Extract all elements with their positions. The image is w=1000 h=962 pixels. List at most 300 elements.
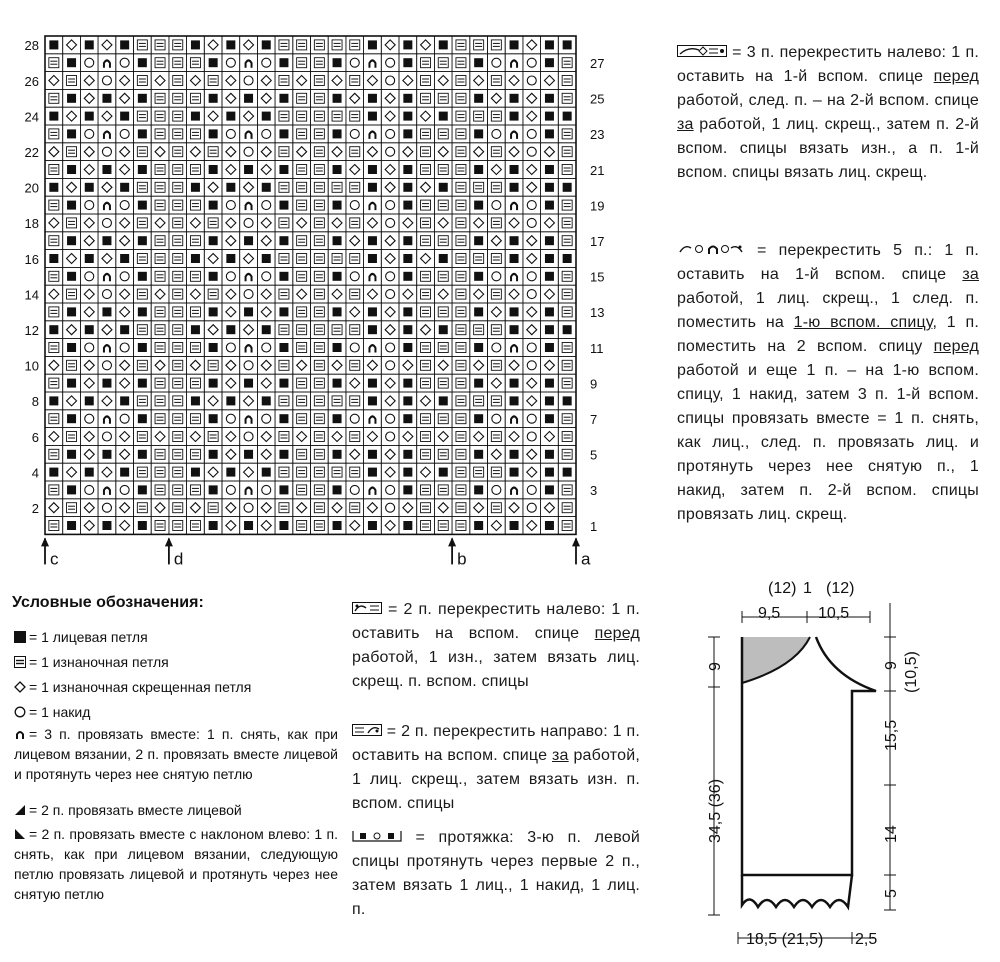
chart-symbol (120, 129, 129, 138)
chart-symbol (456, 503, 466, 513)
chart-symbol (527, 272, 536, 281)
chart-symbol (403, 343, 412, 352)
chart-symbol (438, 93, 448, 103)
chart-symbol (155, 521, 165, 531)
chart-symbol (173, 449, 183, 459)
chart-symbol (137, 40, 147, 50)
chart-symbol (333, 58, 342, 67)
chart-symbol (527, 201, 536, 210)
chart-symbol (474, 414, 483, 423)
chart-symbol (279, 236, 288, 245)
chart-symbol (67, 58, 76, 67)
chart-symbol (314, 254, 324, 264)
chart-symbol (563, 396, 572, 405)
chart-symbol (474, 129, 483, 138)
chart-symbol (510, 379, 519, 388)
chart-symbol (190, 449, 200, 459)
legend-item-twisted-purl: = 1 изнаночная скрещенная петля (14, 677, 334, 697)
row-label-left: 26 (24, 73, 39, 89)
chart-symbol (510, 165, 519, 174)
chart-symbol (421, 521, 431, 531)
chart-symbol (527, 414, 536, 423)
chart-symbol (545, 94, 554, 103)
chart-symbol (562, 58, 572, 68)
legend-item-2-together: = 2 п. провязать вместе лицевой (14, 800, 334, 820)
chart-symbol (138, 58, 147, 67)
chart-symbol (137, 467, 147, 477)
chart-symbol (386, 414, 395, 423)
chart-symbol (173, 200, 183, 210)
chart-symbol (350, 467, 360, 477)
legend-title: Условные обозначения: (12, 594, 204, 611)
chart-symbol (562, 200, 572, 210)
circle-icon (14, 706, 26, 718)
chart-symbol (491, 360, 501, 370)
chart-symbol (562, 360, 572, 370)
chart-symbol (438, 165, 448, 175)
chart-symbol (209, 521, 218, 530)
chart-symbol (314, 165, 324, 175)
chart-symbol (368, 521, 377, 530)
chart-symbol (456, 165, 466, 175)
chart-symbol (386, 290, 395, 299)
chart-symbol (491, 467, 501, 477)
chart-symbol (297, 200, 307, 210)
chart-symbol (545, 379, 554, 388)
chart-symbol (421, 129, 431, 139)
chart-symbol (456, 200, 466, 210)
chart-symbol (333, 379, 342, 388)
chart-symbol (173, 396, 183, 406)
chart-symbol (279, 218, 289, 228)
chart-symbol (190, 129, 200, 139)
chart-symbol (314, 325, 324, 335)
dim-top-right: (12) (826, 580, 855, 597)
chart-symbol (314, 218, 324, 228)
chart-symbol (403, 414, 412, 423)
chart-symbol (208, 503, 218, 513)
chart-symbol (474, 272, 483, 281)
chart-symbol (421, 485, 431, 495)
chart-symbol (120, 396, 129, 405)
chart-symbol (244, 218, 253, 227)
chart-symbol (474, 325, 484, 335)
legend-item-purl: = 1 изнаночная петля (14, 652, 334, 672)
chart-symbol (332, 111, 342, 121)
chart-symbol (67, 289, 77, 299)
chart-symbol (545, 183, 554, 192)
arch-icon (14, 728, 26, 740)
chart-symbol (314, 147, 324, 157)
chart-symbol (403, 183, 412, 192)
chart-symbol (173, 325, 183, 335)
chart-symbol (67, 521, 76, 530)
chart-symbol (350, 147, 360, 157)
chart-symbol (67, 218, 77, 228)
chart-symbol (421, 76, 431, 86)
chart-symbol (297, 40, 307, 50)
chart-symbol (208, 76, 218, 86)
chart-symbol (208, 289, 218, 299)
row-label-right: 7 (590, 412, 598, 428)
marker-label: c (50, 549, 59, 569)
chart-symbol (438, 521, 448, 531)
marker-arrowhead (448, 537, 456, 546)
chart-symbol (279, 289, 289, 299)
chart-symbol (279, 325, 289, 335)
chart-symbol (510, 325, 519, 334)
chart-symbol (421, 414, 431, 424)
chart-symbol (562, 76, 572, 86)
chart-symbol (209, 129, 218, 138)
chart-symbol (102, 361, 111, 370)
chart-symbol (209, 485, 218, 494)
chart-symbol (474, 165, 483, 174)
chart-symbol (563, 183, 572, 192)
chart-symbol (138, 165, 147, 174)
chart-symbol (209, 201, 218, 210)
chart-symbol (439, 112, 448, 121)
chart-symbol (173, 432, 183, 442)
chart-symbol (137, 396, 147, 406)
chart-symbol (191, 468, 200, 477)
diamond-icon (14, 681, 26, 693)
chart-symbol (49, 307, 59, 317)
row-label-right: 21 (590, 162, 605, 178)
chart-symbol (492, 272, 501, 281)
chart-symbol (314, 485, 324, 495)
chart-symbol (492, 58, 501, 67)
chart-symbol (474, 254, 484, 264)
dim-right-10-5: (10,5) (903, 651, 920, 693)
chart-symbol (474, 94, 483, 103)
chart-symbol (191, 325, 200, 334)
shoulder-shading (742, 637, 810, 683)
chart-symbol (350, 218, 360, 228)
marker-arrowhead (41, 537, 49, 546)
purl-stitch-icon (14, 656, 26, 668)
chart-symbol (102, 218, 111, 227)
row-label-left: 16 (24, 251, 39, 267)
chart-symbol (456, 93, 466, 103)
chart-symbol (102, 94, 111, 103)
chart-symbol (545, 254, 554, 263)
chart-symbol (297, 485, 307, 495)
chart-symbol (368, 396, 377, 405)
dim-right-14: 14 (883, 825, 900, 843)
chart-symbol (49, 521, 59, 531)
row-label-right: 23 (590, 127, 605, 143)
chart-symbol (155, 165, 165, 175)
chart-symbol (279, 485, 288, 494)
chart-symbol (138, 521, 147, 530)
chart-symbol (474, 307, 483, 316)
chart-symbol (85, 485, 94, 494)
chart-symbol (49, 449, 59, 459)
chart-symbol (314, 449, 324, 459)
chart-symbol (297, 449, 307, 459)
chart-symbol (67, 307, 76, 316)
chart-symbol (421, 93, 431, 103)
chart-symbol (421, 378, 431, 388)
chart-symbol (403, 254, 412, 263)
chart-symbol (456, 40, 466, 50)
chart-symbol (67, 503, 77, 513)
chart-symbol (527, 129, 536, 138)
chart-symbol (67, 450, 76, 459)
chart-symbol (173, 485, 183, 495)
dim-right-15-5: 15,5 (883, 719, 900, 751)
chart-symbol (562, 503, 572, 513)
chart-symbol (173, 165, 183, 175)
chart-symbol (102, 165, 111, 174)
chart-symbol (562, 271, 572, 281)
chart-symbol (456, 307, 466, 317)
cross-5-description: = перекрестить 5 п.: 1 п. оставить на 1-й вспом. спице за работой, 1 лиц. скрещ., 1 след. п. поместить на 1-ю вспом. спицу, 1 п. поместить на 2 вспом. спицу перед работой и еще 1 п. – на 1-ю вспом. спицу, 1 накид, затем 3 п. 1-й вспом. спицы провязать вместе = 1 п. снять, как лиц., след. п. провязать лиц. и протянуть через нее снятую п., 1 накид, затем п. 2-й вспом. спицы провязать лиц. скрещ. (677, 242, 980, 523)
chart-symbol (262, 129, 271, 138)
chart-symbol (438, 129, 448, 139)
chart-symbol (173, 271, 183, 281)
chart-symbol (244, 521, 253, 530)
dim-bottom-1: 18,5 (21,5) (746, 931, 824, 948)
chart-symbol (138, 485, 147, 494)
chart-symbol (439, 183, 448, 192)
chart-symbol (297, 58, 307, 68)
chart-symbol (333, 485, 342, 494)
chart-symbol (209, 165, 218, 174)
chart-symbol (438, 236, 448, 246)
dim-right-5: 5 (883, 889, 900, 898)
chart-symbol (190, 414, 200, 424)
chart-symbol (137, 503, 147, 513)
chart-symbol (209, 94, 218, 103)
dim-top-left: (12) (768, 580, 797, 597)
chart-symbol (439, 396, 448, 405)
chart-symbol (386, 201, 395, 210)
chart-symbol (155, 58, 165, 68)
chart-symbol (244, 147, 253, 156)
chart-symbol (138, 379, 147, 388)
chart-symbol (438, 58, 448, 68)
chart-symbol (137, 289, 147, 299)
chart-symbol (244, 290, 253, 299)
chart-symbol (120, 485, 129, 494)
chart-symbol (492, 485, 501, 494)
chart-symbol (456, 289, 466, 299)
chart-symbol (85, 414, 94, 423)
chart-symbol (314, 432, 324, 442)
marker-arrowhead (572, 537, 580, 546)
chart-symbol (333, 272, 342, 281)
chart-symbol (173, 182, 183, 192)
chart-symbol (85, 183, 94, 192)
chart-symbol (138, 94, 147, 103)
dim-right-9: 9 (883, 661, 900, 670)
chart-symbol (474, 40, 484, 50)
chart-symbol (85, 396, 94, 405)
chart-symbol (350, 485, 359, 494)
chart-symbol (155, 129, 165, 139)
chart-symbol (545, 236, 554, 245)
chart-symbol (209, 414, 218, 423)
chart-symbol (262, 58, 271, 67)
row-label-right: 17 (590, 234, 605, 250)
chart-symbol (562, 432, 572, 442)
chart-symbol (403, 272, 412, 281)
chart-symbol (421, 271, 431, 281)
chart-symbol (279, 360, 289, 370)
chart-symbol (386, 432, 395, 441)
chart-symbol (279, 379, 288, 388)
chart-symbol (279, 111, 289, 121)
chart-symbol (350, 182, 360, 192)
chart-symbol (190, 200, 200, 210)
chart-symbol (421, 165, 431, 175)
chart-symbol (314, 111, 324, 121)
chart-symbol (368, 236, 377, 245)
chart-symbol (173, 236, 183, 246)
chart-symbol (456, 182, 466, 192)
chart-symbol (350, 254, 360, 264)
chart-symbol (510, 396, 519, 405)
chart-symbol (350, 111, 360, 121)
chart-symbol (244, 94, 253, 103)
chart-symbol (314, 289, 324, 299)
row-label-left: 24 (24, 109, 39, 125)
chart-symbol (297, 254, 307, 264)
chart-symbol (191, 396, 200, 405)
chart-symbol (421, 58, 431, 68)
chart-symbol (545, 396, 554, 405)
chart-symbol (314, 378, 324, 388)
chart-symbol (456, 414, 466, 424)
chart-symbol (208, 432, 218, 442)
chart-symbol (85, 254, 94, 263)
chart-symbol (350, 325, 360, 335)
chart-symbol (314, 200, 324, 210)
chart-symbol (350, 343, 359, 352)
chart-symbol (456, 521, 466, 531)
chart-symbol (403, 94, 412, 103)
chart-symbol (155, 449, 165, 459)
chart-symbol (510, 40, 519, 49)
chart-symbol (244, 450, 253, 459)
chart-symbol (527, 290, 536, 299)
chart-symbol (226, 396, 235, 405)
dim-left-total: 34,5 (36) (707, 778, 724, 843)
chart-symbol (545, 112, 554, 121)
chart-symbol (120, 272, 129, 281)
chart-symbol (49, 271, 59, 281)
chart-symbol (332, 182, 342, 192)
chart-symbol (173, 521, 183, 531)
row-label-left: 12 (24, 323, 39, 339)
chart-symbol (120, 40, 129, 49)
chart-symbol (438, 449, 448, 459)
chart-symbol (421, 236, 431, 246)
chart-symbol (297, 521, 307, 531)
chart-symbol (491, 254, 501, 264)
chart-symbol (333, 343, 342, 352)
chart-symbol (138, 414, 147, 423)
chart-symbol (333, 201, 342, 210)
chart-symbol (155, 396, 165, 406)
chart-symbol (67, 432, 77, 442)
chart-symbol (226, 343, 235, 352)
chart-symbol (314, 93, 324, 103)
chart-symbol (226, 485, 235, 494)
chart-symbol (67, 343, 76, 352)
chart-symbol (191, 40, 200, 49)
chart-symbol (368, 450, 377, 459)
marker-label: d (173, 549, 184, 569)
chart-symbol (403, 58, 412, 67)
chart-symbol (314, 271, 324, 281)
chart-symbol (350, 40, 360, 50)
chart-symbol (120, 201, 129, 210)
chart-symbol (333, 307, 342, 316)
chart-symbol (279, 432, 289, 442)
chart-symbol (279, 343, 288, 352)
pull-through-icon (352, 830, 402, 842)
chart-symbol (244, 236, 253, 245)
chart-symbol (279, 414, 288, 423)
chart-symbol (563, 468, 572, 477)
chart-symbol (314, 396, 324, 406)
chart-symbol (368, 254, 377, 263)
row-label-right: 13 (590, 305, 605, 321)
chart-symbol (333, 414, 342, 423)
chart-symbol (279, 182, 289, 192)
chart-symbol (155, 254, 165, 264)
chart-symbol (209, 343, 218, 352)
chart-symbol (314, 467, 324, 477)
chart-symbol (190, 521, 200, 531)
chart-symbol (102, 503, 111, 512)
chart-symbol (456, 325, 466, 335)
chart-symbol (244, 432, 253, 441)
chart-symbol (421, 147, 431, 157)
chart-symbol (49, 40, 58, 49)
chart-symbol (386, 129, 395, 138)
chart-symbol (545, 414, 554, 423)
chart-symbol (49, 325, 58, 334)
chart-symbol (510, 94, 519, 103)
chart-symbol (439, 325, 448, 334)
chart-symbol (403, 485, 412, 494)
chart-symbol (173, 218, 183, 228)
chart-symbol (262, 183, 271, 192)
chart-symbol (314, 343, 324, 353)
chart-symbol (438, 414, 448, 424)
chart-symbol (403, 201, 412, 210)
row-label-right: 9 (590, 376, 598, 392)
chart-symbol (173, 414, 183, 424)
chart-symbol (403, 325, 412, 334)
chart-symbol (456, 58, 466, 68)
chart-symbol (562, 147, 572, 157)
chart-symbol (333, 236, 342, 245)
chart-symbol (173, 40, 183, 50)
chart-symbol (102, 290, 111, 299)
chart-symbol (403, 521, 412, 530)
chart-symbol (155, 485, 165, 495)
chart-symbol (209, 379, 218, 388)
chart-symbol (386, 343, 395, 352)
chart-symbol (49, 343, 59, 353)
chart-symbol (120, 468, 129, 477)
cross-left-2-icon (352, 602, 382, 614)
